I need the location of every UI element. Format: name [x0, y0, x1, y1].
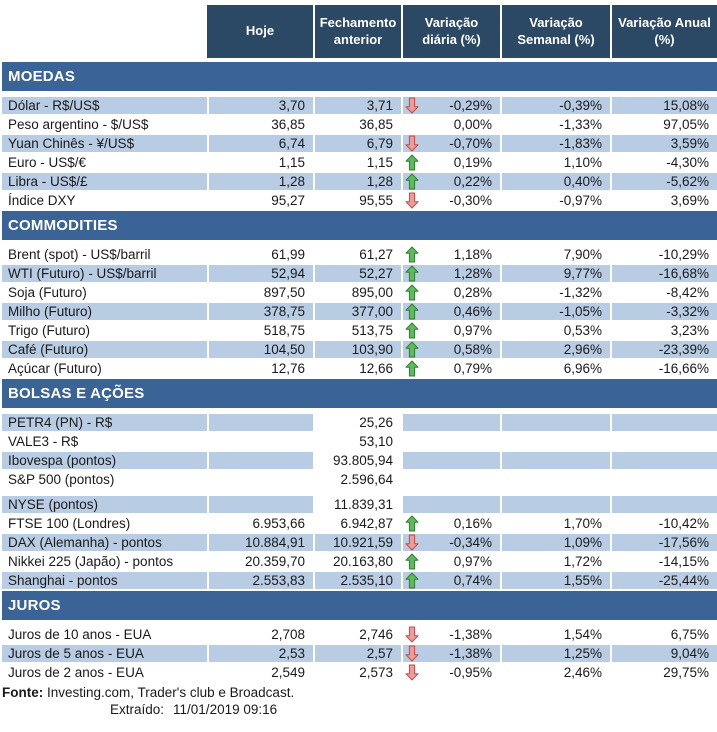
cell-hoje: 1,15 [207, 154, 313, 171]
up-arrow-icon [405, 553, 420, 570]
cell-variacao-semanal: -0,97% [500, 192, 610, 209]
source-line [2, 684, 717, 701]
table-row [2, 322, 717, 339]
cell-variacao-semanal: 1,10% [500, 154, 610, 171]
cell-variacao-anual: 3,59% [610, 135, 717, 152]
table-row [2, 471, 717, 488]
table-row [2, 116, 717, 133]
cell-variacao-semanal: 0,53% [500, 322, 610, 339]
cell-fechamento-anterior: 36,85 [313, 116, 401, 133]
row-label: Peso argentino - $/US$ [2, 116, 207, 133]
no-change-icon [405, 471, 420, 488]
section-header-juros: JUROS [2, 591, 717, 620]
table-row [2, 154, 717, 171]
row-label: PETR4 (PN) - R$ [2, 414, 207, 431]
no-change-icon [405, 116, 420, 133]
cell-hoje: 104,50 [207, 341, 313, 358]
table-row [2, 360, 717, 377]
variacao-diaria-value: -0,29% [449, 98, 492, 113]
cell-fechamento-anterior: 52,27 [313, 265, 401, 282]
table-row [2, 173, 717, 190]
cell-hoje [207, 414, 313, 431]
cell-hoje [207, 433, 313, 450]
cell-variacao-semanal: -1,05% [500, 303, 610, 320]
table-row [2, 341, 717, 358]
cell-variacao-semanal: -1,83% [500, 135, 610, 152]
cell-variacao-anual: 97,05% [610, 116, 717, 133]
cell-variacao-semanal [500, 433, 610, 450]
cell-variacao-anual: -16,66% [610, 360, 717, 377]
cell-variacao-anual: 6,75% [610, 626, 717, 643]
variacao-diaria-value: 1,28% [453, 266, 492, 281]
extracted-label: Extraído: [110, 702, 165, 717]
table-row [2, 433, 717, 450]
row-label: S&P 500 (pontos) [2, 471, 207, 488]
row-label: Índice DXY [2, 192, 207, 209]
cell-variacao-diaria [401, 433, 500, 450]
cell-fechamento-anterior: 3,71 [313, 97, 401, 114]
cell-variacao-diaria [401, 515, 500, 532]
cell-variacao-anual: -4,30% [610, 154, 717, 171]
cell-fechamento-anterior: 53,10 [313, 433, 401, 450]
cell-variacao-anual [610, 433, 717, 450]
table-row [2, 97, 717, 114]
table-row [2, 664, 717, 681]
row-label: Yuan Chinês - ¥/US$ [2, 135, 207, 152]
variacao-diaria-value: 0,28% [453, 285, 492, 300]
row-label: VALE3 - R$ [2, 433, 207, 450]
row-label: Ibovespa (pontos) [2, 452, 207, 469]
cell-hoje: 95,27 [207, 192, 313, 209]
cell-hoje: 20.359,70 [207, 553, 313, 570]
cell-variacao-diaria [401, 645, 500, 662]
cell-variacao-diaria [401, 572, 500, 589]
row-label: Juros de 2 anos - EUA [2, 664, 207, 681]
row-label: Açúcar (Futuro) [2, 360, 207, 377]
no-change-icon [405, 452, 420, 469]
cell-variacao-diaria [401, 173, 500, 190]
down-arrow-icon [405, 192, 420, 209]
financial-table [2, 5, 717, 718]
cell-variacao-semanal: 1,72% [500, 553, 610, 570]
up-arrow-icon [405, 322, 420, 339]
row-label: WTI (Futuro) - US$/barril [2, 265, 207, 282]
table-row [2, 192, 717, 209]
up-arrow-icon [405, 284, 420, 301]
cell-hoje: 518,75 [207, 322, 313, 339]
header-fechamento-anterior: Fechamento anterior [313, 5, 401, 58]
table-row [2, 534, 717, 551]
down-arrow-icon [405, 645, 420, 662]
up-arrow-icon [405, 303, 420, 320]
cell-variacao-diaria [401, 414, 500, 431]
header-hoje: Hoje [207, 5, 313, 58]
column-header-row [2, 5, 717, 58]
no-change-icon [405, 433, 420, 450]
variacao-diaria-value: -1,38% [449, 627, 492, 642]
cell-variacao-diaria [401, 97, 500, 114]
cell-variacao-diaria [401, 116, 500, 133]
cell-variacao-anual: -14,15% [610, 553, 717, 570]
up-arrow-icon [405, 515, 420, 532]
cell-fechamento-anterior: 513,75 [313, 322, 401, 339]
section-header-commodities: COMMODITIES [2, 211, 717, 240]
cell-variacao-diaria [401, 303, 500, 320]
cell-hoje: 1,28 [207, 173, 313, 190]
cell-hoje [207, 471, 313, 488]
cell-hoje [207, 452, 313, 469]
cell-variacao-anual: 29,75% [610, 664, 717, 681]
cell-variacao-semanal: 1,70% [500, 515, 610, 532]
up-arrow-icon [405, 265, 420, 282]
up-arrow-icon [405, 246, 420, 263]
header-variacao-diaria: Variação diária (%) [401, 5, 500, 58]
row-label: FTSE 100 (Londres) [2, 515, 207, 532]
row-label: Nikkei 225 (Japão) - pontos [2, 553, 207, 570]
cell-variacao-semanal: 9,77% [500, 265, 610, 282]
row-label: Libra - US$/£ [2, 173, 207, 190]
row-label: Café (Futuro) [2, 341, 207, 358]
cell-hoje: 378,75 [207, 303, 313, 320]
section-header-moedas: MOEDAS [2, 62, 717, 91]
cell-hoje [207, 496, 313, 513]
cell-variacao-diaria [401, 496, 500, 513]
cell-variacao-semanal [500, 452, 610, 469]
cell-fechamento-anterior: 6.942,87 [313, 515, 401, 532]
up-arrow-icon [405, 154, 420, 171]
cell-variacao-semanal: 2,46% [500, 664, 610, 681]
row-label: Brent (spot) - US$/barril [2, 246, 207, 263]
row-label: Juros de 5 anos - EUA [2, 645, 207, 662]
cell-variacao-anual: -3,32% [610, 303, 717, 320]
cell-variacao-semanal [500, 496, 610, 513]
cell-variacao-anual [610, 471, 717, 488]
table-row [2, 452, 717, 469]
cell-variacao-anual: -5,62% [610, 173, 717, 190]
variacao-diaria-value: -0,34% [449, 535, 492, 550]
cell-variacao-anual: -23,39% [610, 341, 717, 358]
row-label: DAX (Alemanha) - pontos [2, 534, 207, 551]
cell-hoje: 2,549 [207, 664, 313, 681]
cell-hoje: 61,99 [207, 246, 313, 263]
table-row [2, 553, 717, 570]
cell-variacao-diaria [401, 553, 500, 570]
row-label: Juros de 10 anos - EUA [2, 626, 207, 643]
cell-variacao-diaria [401, 471, 500, 488]
variacao-diaria-value: 0,58% [453, 342, 492, 357]
section-header-bolsas-e-acoes: BOLSAS E AÇÕES [2, 379, 717, 408]
cell-variacao-anual [610, 414, 717, 431]
footer [2, 684, 717, 718]
variacao-diaria-value: 1,18% [453, 247, 492, 262]
row-label: NYSE (pontos) [2, 496, 207, 513]
cell-fechamento-anterior: 2,573 [313, 664, 401, 681]
cell-fechamento-anterior: 93.805,94 [313, 452, 401, 469]
cell-variacao-anual [610, 496, 717, 513]
down-arrow-icon [405, 626, 420, 643]
cell-fechamento-anterior: 2.596,64 [313, 471, 401, 488]
cell-variacao-semanal: 0,40% [500, 173, 610, 190]
cell-fechamento-anterior: 11.839,31 [313, 496, 401, 513]
cell-variacao-semanal: -1,33% [500, 116, 610, 133]
cell-variacao-diaria [401, 664, 500, 681]
cell-variacao-anual: 3,23% [610, 322, 717, 339]
cell-fechamento-anterior: 12,66 [313, 360, 401, 377]
cell-variacao-diaria [401, 154, 500, 171]
down-arrow-icon [405, 135, 420, 152]
cell-hoje: 6,74 [207, 135, 313, 152]
cell-variacao-diaria [401, 341, 500, 358]
variacao-diaria-value: 0,16% [453, 516, 492, 531]
source-label: Fonte: [2, 685, 44, 700]
cell-fechamento-anterior: 895,00 [313, 284, 401, 301]
cell-fechamento-anterior: 20.163,80 [313, 553, 401, 570]
cell-variacao-diaria [401, 284, 500, 301]
cell-fechamento-anterior: 1,15 [313, 154, 401, 171]
cell-fechamento-anterior: 10.921,59 [313, 534, 401, 551]
variacao-diaria-value: 0,46% [453, 304, 492, 319]
header-variacao-anual: Variação Anual (%) [610, 5, 717, 58]
variacao-diaria-value: -0,30% [449, 193, 492, 208]
cell-variacao-diaria [401, 452, 500, 469]
variacao-diaria-value: -1,38% [449, 646, 492, 661]
table-row [2, 265, 717, 282]
cell-hoje: 897,50 [207, 284, 313, 301]
no-change-icon [405, 414, 420, 431]
cell-fechamento-anterior: 2,746 [313, 626, 401, 643]
cell-fechamento-anterior: 1,28 [313, 173, 401, 190]
variacao-diaria-value: 0,22% [453, 174, 492, 189]
cell-hoje: 2,53 [207, 645, 313, 662]
cell-fechamento-anterior: 103,90 [313, 341, 401, 358]
cell-variacao-anual: -10,29% [610, 246, 717, 263]
variacao-diaria-value: -0,70% [449, 136, 492, 151]
cell-variacao-anual: 9,04% [610, 645, 717, 662]
down-arrow-icon [405, 97, 420, 114]
cell-fechamento-anterior: 95,55 [313, 192, 401, 209]
cell-variacao-semanal: 1,25% [500, 645, 610, 662]
cell-variacao-anual: 3,69% [610, 192, 717, 209]
header-variacao-semanal: Variação Semanal (%) [500, 5, 610, 58]
cell-variacao-anual: -17,56% [610, 534, 717, 551]
down-arrow-icon [405, 534, 420, 551]
cell-variacao-anual [610, 452, 717, 469]
cell-variacao-semanal: -0,39% [500, 97, 610, 114]
cell-variacao-diaria [401, 322, 500, 339]
cell-fechamento-anterior: 6,79 [313, 135, 401, 152]
cell-hoje: 2.553,83 [207, 572, 313, 589]
cell-hoje: 3,70 [207, 97, 313, 114]
cell-variacao-anual: -8,42% [610, 284, 717, 301]
up-arrow-icon [405, 341, 420, 358]
cell-variacao-anual: -16,68% [610, 265, 717, 282]
cell-hoje: 52,94 [207, 265, 313, 282]
cell-variacao-diaria [401, 265, 500, 282]
table-row [2, 414, 717, 431]
header-spacer [2, 5, 207, 58]
row-label: Shanghai - pontos [2, 572, 207, 589]
cell-variacao-semanal: 1,55% [500, 572, 610, 589]
cell-variacao-anual: -25,44% [610, 572, 717, 589]
table-row [2, 626, 717, 643]
variacao-diaria-value: 0,19% [453, 155, 492, 170]
up-arrow-icon [405, 173, 420, 190]
variacao-diaria-value: -0,95% [449, 665, 492, 680]
extracted-timestamp: 11/01/2019 09:16 [173, 702, 278, 717]
row-label: Dólar - R$/US$ [2, 97, 207, 114]
cell-variacao-semanal: 7,90% [500, 246, 610, 263]
cell-variacao-anual: 15,08% [610, 97, 717, 114]
cell-fechamento-anterior: 2.535,10 [313, 572, 401, 589]
source-text: Investing.com, Trader's club e Broadcast. [43, 685, 295, 700]
cell-variacao-anual: -10,42% [610, 515, 717, 532]
table-row [2, 572, 717, 589]
cell-variacao-diaria [401, 135, 500, 152]
table-row [2, 135, 717, 152]
cell-variacao-diaria [401, 534, 500, 551]
cell-variacao-diaria [401, 192, 500, 209]
extracted-line [110, 701, 717, 718]
table-row [2, 496, 717, 513]
row-label: Milho (Futuro) [2, 303, 207, 320]
cell-hoje: 10.884,91 [207, 534, 313, 551]
variacao-diaria-value: 0,74% [453, 573, 492, 588]
row-label: Euro - US$/€ [2, 154, 207, 171]
cell-variacao-semanal [500, 414, 610, 431]
cell-fechamento-anterior: 2,57 [313, 645, 401, 662]
up-arrow-icon [405, 572, 420, 589]
table-body [2, 62, 717, 681]
cell-hoje: 36,85 [207, 116, 313, 133]
table-row [2, 246, 717, 263]
table-row [2, 284, 717, 301]
table-row [2, 515, 717, 532]
no-change-icon [405, 496, 420, 513]
cell-fechamento-anterior: 25,26 [313, 414, 401, 431]
up-arrow-icon [405, 360, 420, 377]
cell-variacao-semanal: 2,96% [500, 341, 610, 358]
cell-variacao-semanal: 1,09% [500, 534, 610, 551]
cell-hoje: 12,76 [207, 360, 313, 377]
table-row [2, 645, 717, 662]
cell-hoje: 6.953,66 [207, 515, 313, 532]
cell-variacao-semanal: 1,54% [500, 626, 610, 643]
variacao-diaria-value: 0,00% [453, 117, 492, 132]
table-row [2, 303, 717, 320]
cell-variacao-semanal [500, 471, 610, 488]
down-arrow-icon [405, 664, 420, 681]
cell-variacao-diaria [401, 360, 500, 377]
variacao-diaria-value: 0,97% [453, 323, 492, 338]
cell-hoje: 2,708 [207, 626, 313, 643]
cell-variacao-semanal: 6,96% [500, 360, 610, 377]
cell-variacao-diaria [401, 246, 500, 263]
variacao-diaria-value: 0,79% [453, 361, 492, 376]
row-label: Soja (Futuro) [2, 284, 207, 301]
cell-fechamento-anterior: 61,27 [313, 246, 401, 263]
cell-variacao-semanal: -1,32% [500, 284, 610, 301]
row-label: Trigo (Futuro) [2, 322, 207, 339]
cell-variacao-diaria [401, 626, 500, 643]
cell-fechamento-anterior: 377,00 [313, 303, 401, 320]
variacao-diaria-value: 0,97% [453, 554, 492, 569]
